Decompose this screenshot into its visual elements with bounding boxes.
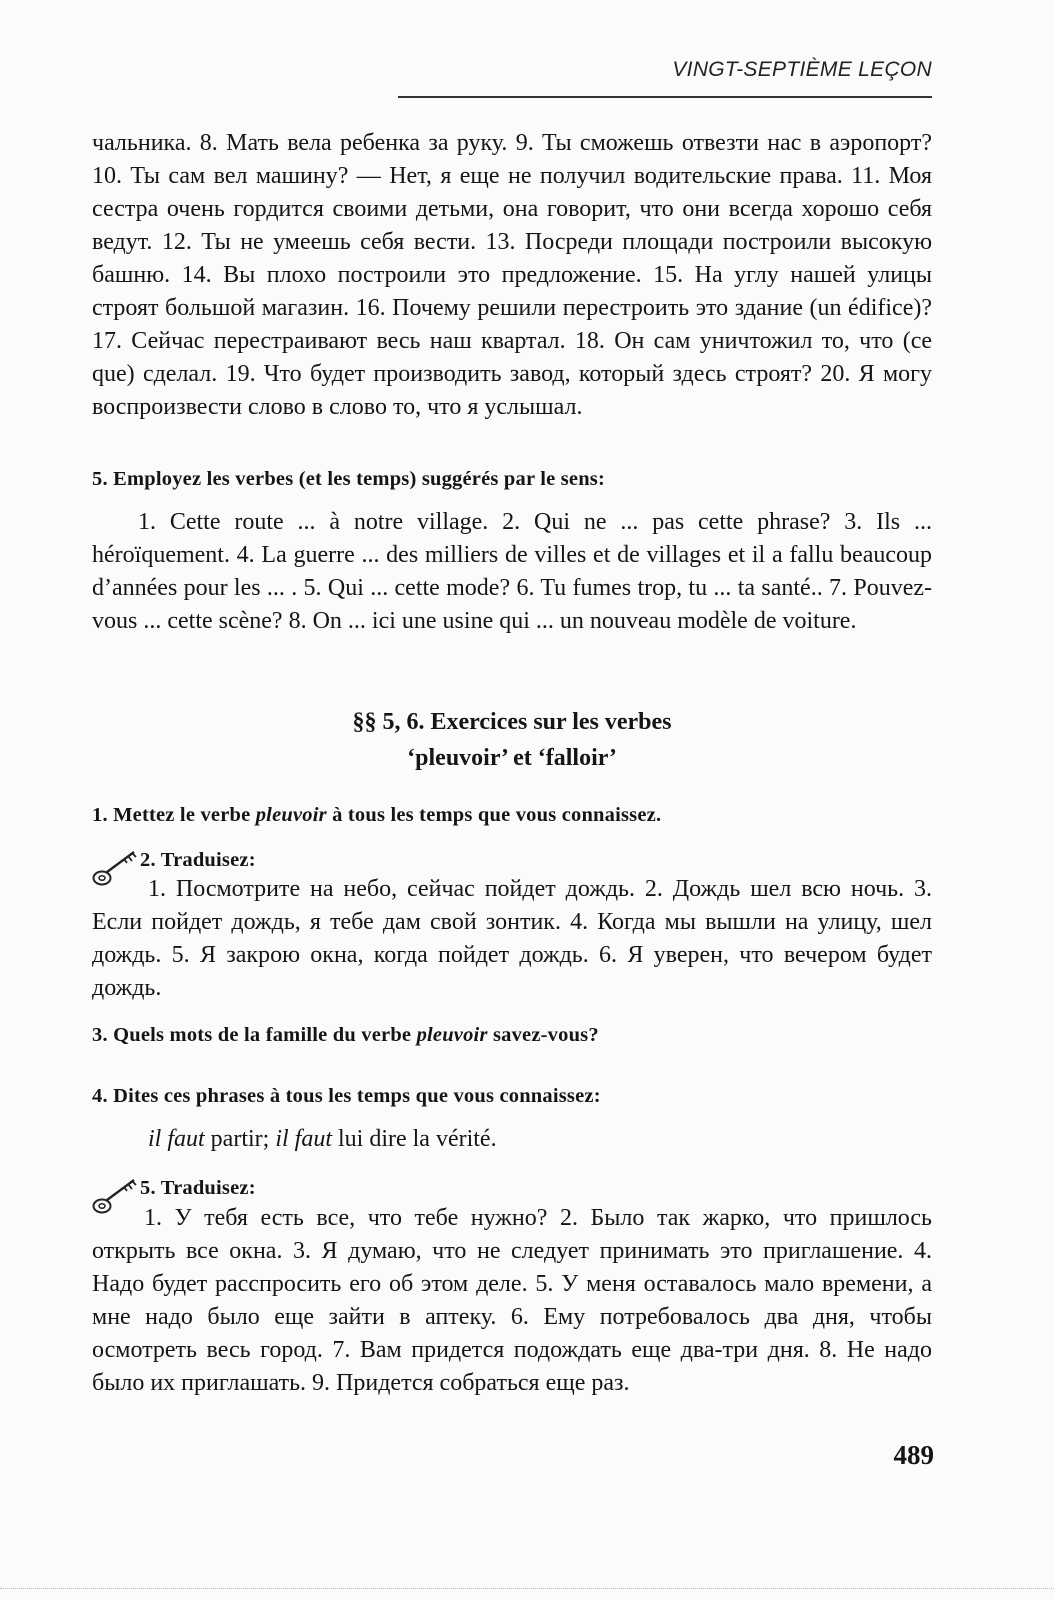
exercise-3-heading-end: savez-vous? [487,1024,599,1046]
section-title-line-1: §§ 5, 6. Exercices sur les verbes [352,709,672,735]
exercise-2-heading: 2. Traduisez: [140,849,256,871]
exercise-5-text [92,506,932,638]
phrase-b-rest: lui dire la vérité. [331,1126,497,1152]
exercise-1-heading-end: à tous les temps que vous connaissez. [326,804,662,826]
phrase-a-verb: il faut [148,1126,205,1152]
exercise-3-heading-start: 3. Quels mots de la famille du verbe [92,1024,417,1046]
exercise-5-heading: 5. Employez les verbes (et les temps) suggérés par le sens: [92,468,606,490]
phrase-b-verb: il faut [275,1126,332,1152]
exercise-5-sentences: 1. Cette route ... à notre village. 2. Qui ne ... pas cette phrase? 3. Ils ... héroïquement. 4. La guerre ... des milliers de villes et de villages et il a fallu beaucoup d’années pour les ... . 5. Qui ... cette mode? 6. Tu fumes trop, tu ... ta santé.. 7. Pouvez-vous ... cette scène? 8. On ... ici une usine qui ... un nouveau modèle de voiture. [92,509,932,634]
exercise-1-heading [92,804,932,827]
running-head: VINGT-SEPTIÈME LEÇON [672,58,932,81]
exercise-2-text [92,873,932,1005]
section-title-line-2: ‘pleuvoir’ et ‘falloir’ [407,745,617,771]
exercise-5-translate-sentences: 1. У тебя есть все, что тебе нужно? 2. Было так жарко, что пришлось открыть все окна. 3. Я думаю, что не следует принимать это приглашение. 4. Надо будет расспросить его об этом деле. 5. У меня оставалось мало времени, а мне надо было еще зайти в аптеку. 6. Ему потребовалось два дня, чтобы осмотреть весь город. 7. Вам придется подождать еще два-три дня. 8. Не надо было их приглашать. 9. Придется собраться еще раз. [92,1205,932,1396]
exercise-5-translate-text [92,1202,932,1400]
exercise-1-verb: pleuvoir [255,804,327,826]
section-title [92,704,932,776]
exercise-4-phrases [148,1126,497,1153]
paragraph-continued: чальника. 8. Мать вела ребенка за руку. 9. Ты сможешь отвезти нас в аэропорт? 10. Ты сам вел машину? — Нет, я еще не получил водительские права. 11. Моя сестра очень гордится своими детьми, она говорит, что они всегда хорошо себя ведут. 12. Ты не умеешь себя вести. 13. Посреди площади построили высокую башню. 14. Вы плохо построили это предложение. 15. На углу нашей улицы строят большой магазин. 16. Почему решили перестроить это здание (un édifice)? 17. Сейчас перестраивают весь наш квартал. 18. Он сам уничтожил то, что (ce que) сделал. 19. Что будет производить завод, который здесь строят? 20. Я могу воспроизвести слово в слово то, что я услышал. [92,130,932,420]
header-rule [398,96,932,98]
exercise-1-heading-start: 1. Mettez le verbe [92,804,256,826]
exercise-3-heading [92,1024,932,1047]
exercise-4-heading: 4. Dites ces phrases à tous les temps que vous connaissez: [92,1085,601,1107]
exercise-5-translate-heading: 5. Traduisez: [140,1177,256,1199]
page-number: 489 [893,1440,934,1470]
phrase-a-rest: partir; [204,1126,276,1152]
exercise-3-verb: pleuvoir [416,1024,488,1046]
exercise-2-sentences: 1. Посмотрите на небо, сейчас пойдет дождь. 2. Дождь шел всю ночь. 3. Если пойдет дождь, я тебе дам свой зонтик. 4. Когда мы вышли на улицу, шел дождь. 5. Я закрою окна, когда пойдет дождь. 6. Я уверен, что вечером будет дождь. [92,876,932,1001]
scan-bottom-edge [0,1588,1054,1589]
